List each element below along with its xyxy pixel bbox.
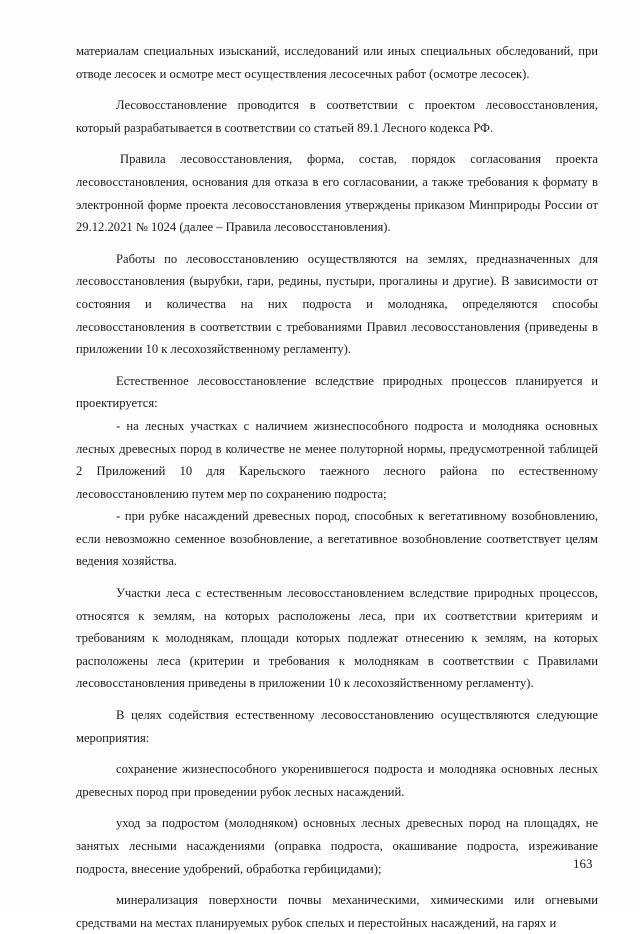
- measure-undergrowth-care: уход за подростом (молодняком) основных лесных древесных пород на площадях, не занятых лесными насаждениями (оправка подроста, окашивание подроста, изреживание подроста, внесение удобрений, обработка гербицидами);: [76, 816, 598, 876]
- page-number: 163: [573, 856, 593, 871]
- paragraph-reforestation-rules: Правила лесовосстановления, форма, состав, порядок согласования проекта лесовосстановления, основания для отказа в его согласовании, а также требования к формату в электронной форме проекта лесовосстановления утверждены приказом Минприроды России от 29.12.2021 № 1024 (далее – Правила лесовосстановления).: [76, 152, 598, 235]
- paragraph-reforestation-works: Работы по лесовосстановлению осуществляются на землях, предназначенных для лесовосстановления (вырубки, гари, редины, пустыри, прогалины и другие). В зависимости от состояния и количества на них подроста и молодняка, определяются способы лесовосстановления в соответствии с требованиями Правил лесовосстановления (приведены в приложении 10 к лесохозяйственному регламенту).: [76, 251, 598, 357]
- document-body: [76, 40, 598, 934]
- paragraph-continuation: материалам специальных изысканий, исследований или иных специальных обследований, при отводе лесосек и осмотре мест осуществления лесосечных работ (осмотре лесосек).: [76, 44, 598, 81]
- paragraph-natural-reforestation: Естественное лесовосстановление вследствие природных процессов планируется и проектируется:: [76, 373, 598, 411]
- paragraph-assistance-measures: В целях содействия естественному лесовосстановлению осуществляются следующие мероприятия:: [76, 708, 598, 745]
- list-item-undergrowth: - на лесных участках с наличием жизнеспособного подроста и молодняка основных лесных древесных пород в количестве не менее полуторной нормы, предусмотренной таблицей 2 Приложений 10 для Карельского таежного лесного района по естественному лесовосстановлению путем мер по сохранению подроста;: [76, 418, 598, 501]
- measure-preservation: сохранение жизнеспособного укоренившегося подроста и молодняка основных лесных древесных пород при проведении рубок лесных насаждений.: [76, 762, 598, 799]
- list-item-vegetative-renewal: - при рубке насаждений древесных пород, способных к вегетативному возобновлению, если невозможно семенное возобновление, а вегетативное возобновление соответствует целям ведения хозяйства.: [76, 509, 598, 569]
- paragraph-reforestation-project: Лесовосстановление проводится в соответствии с проектом лесовосстановления, который разрабатывается в соответствии со статьей 89.1 Лесного кодекса РФ.: [76, 98, 598, 135]
- measure-soil-mineralization: минерализация поверхности почвы механическими, химическими или огневыми средствами на местах планируемых рубок спелых и перестойных насаждений, на гарях и: [76, 893, 598, 930]
- paragraph-forest-plots: Участки леса с естественным лесовосстановлением вследствие природных процессов, относятся к землям, на которых расположены леса, при их соответствии критериям и требованиям к молоднякам, площади которых подлежат отнесению к землям, на которых расположены леса (критерии и требования к молоднякам в соответствии с Правилами лесовосстановления приведены в приложении 10 к лесохозяйственному регламенту).: [76, 586, 598, 691]
